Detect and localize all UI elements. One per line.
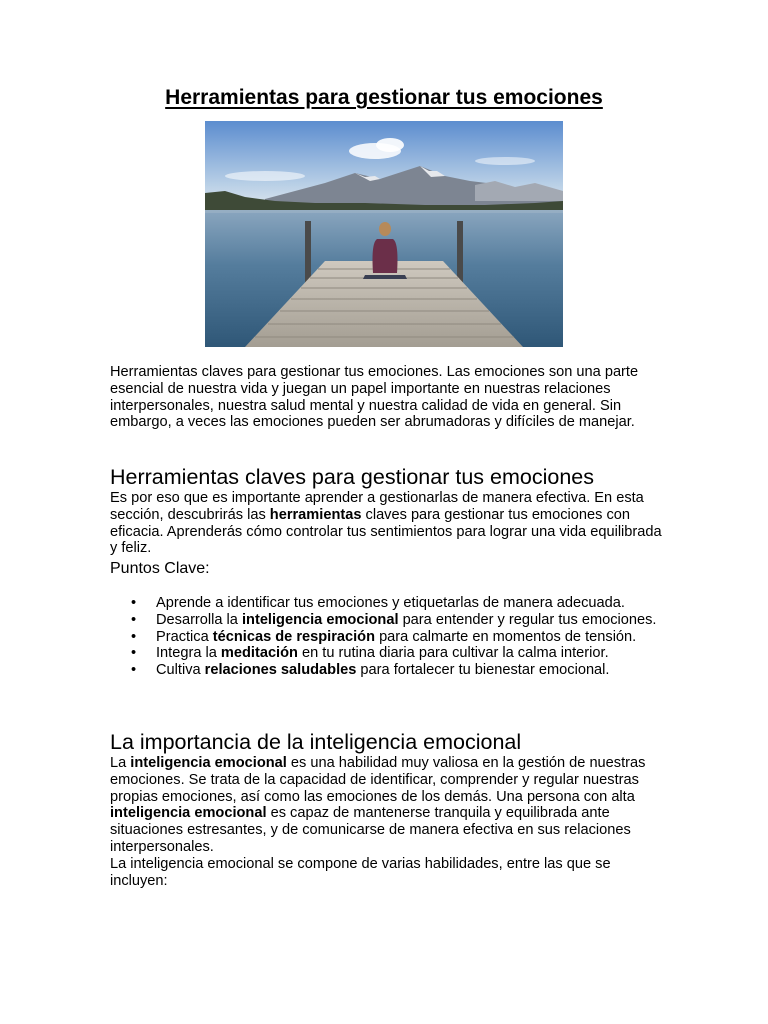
section-tools-text [110, 490, 670, 557]
text-run: para calmarte en momentos de tensión. [375, 628, 637, 645]
key-points-label: Puntos Clave: [110, 560, 210, 577]
intro-paragraph [110, 364, 670, 431]
list-item [110, 595, 670, 612]
list-item [110, 612, 670, 629]
bold-term: inteligencia emocional [130, 755, 287, 771]
section-tools-paragraph [110, 490, 670, 557]
text-run: para entender y regular tus emociones. [398, 611, 657, 628]
bold-term: inteligencia emocional [241, 611, 399, 628]
text-run: es una habilidad muy valiosa en la gestión de nuestras emociones. Se trata de la capacidad de identificar, comprender y regular nuestras propias emociones, así como las emociones de los demás. Una persona con alta [110, 755, 646, 805]
lake-dock-illustration [205, 121, 563, 347]
section-ei-paragraph [110, 755, 670, 889]
text-run: Desarrolla la [156, 611, 242, 628]
section-ei-text-1 [110, 755, 670, 856]
bullet: • [131, 662, 137, 679]
text-run: Practica [156, 628, 213, 645]
bold-term: técnicas de respiración [212, 628, 376, 645]
bold-term: herramientas [269, 506, 362, 523]
text-run: para fortalecer tu bienestar emocional. [356, 662, 610, 679]
text-run: Es por eso que es importante aprender a gestionarlas de manera efectiva. En esta sección, descubrirás las [110, 490, 644, 523]
text-run: en tu rutina diaria para cultivar la calma interior. [297, 645, 609, 662]
bold-term: relaciones saludables [204, 662, 357, 679]
bullet: • [131, 645, 137, 662]
bullet: • [131, 628, 137, 645]
key-points-list [110, 595, 670, 679]
bullet: • [131, 611, 137, 628]
intro-text: Herramientas claves para gestionar tus emociones. Las emociones son una parte esencial de nuestra vida y juegan un papel importante en nuestras relaciones interpersonales, nuestra salud mental y nuestra calidad de vida en general. Sin embargo, a veces las emociones pueden ser abrumadoras y difíciles de manejar. [110, 364, 639, 431]
list-item [110, 645, 670, 662]
text-run: Aprende a identificar tus emociones y etiquetarlas de manera adecuada. [156, 595, 625, 611]
text-run: La [110, 755, 131, 771]
list-item [110, 629, 670, 646]
list-item [110, 662, 670, 679]
section-heading-tools: Herramientas claves para gestionar tus emociones [110, 465, 594, 489]
page-title: Herramientas para gestionar tus emociones [165, 86, 603, 109]
lake-dock-photo [205, 121, 563, 347]
bold-term: inteligencia emocional [110, 805, 267, 822]
text-run: Cultiva [156, 662, 205, 679]
text-run: es capaz de mantenerse tranquila y equilibrada ante situaciones estresantes, y de comunicarse de manera efectiva en sus relaciones interpersonales. [110, 805, 631, 855]
bold-term: meditación [220, 645, 298, 662]
bullet: • [131, 595, 137, 611]
text-run: claves para gestionar tus emociones con eficacia. Aprenderás cómo controlar tus sentimientos para lograr una vida equilibrada y feliz. [110, 506, 662, 557]
text-run: Integra la [156, 645, 221, 662]
section-ei-text-2: La inteligencia emocional se compone de varias habilidades, entre las que se incluyen: [110, 855, 611, 889]
section-heading-emotional-intelligence: La importancia de la inteligencia emocional [110, 730, 522, 754]
